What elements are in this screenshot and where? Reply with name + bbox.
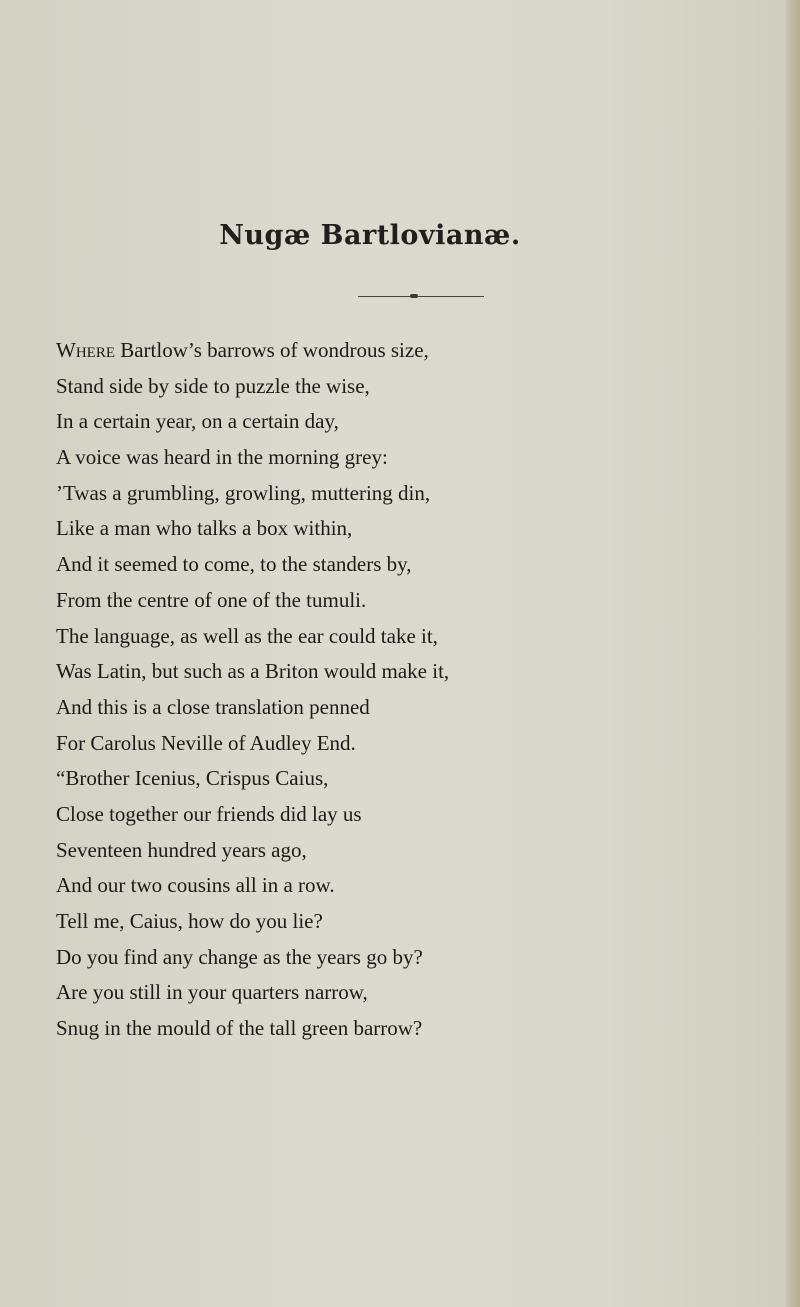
poem-line: In a certain year, on a certain day, bbox=[56, 409, 339, 434]
poem bbox=[56, 333, 756, 1047]
page-title: Nugæ Bartlovianæ. bbox=[219, 220, 521, 251]
title-divider bbox=[358, 296, 484, 297]
first-word: Where bbox=[56, 338, 115, 362]
poem-line: Was Latin, but such as a Briton would make it, bbox=[56, 659, 450, 684]
poem-line: Close together our friends did lay us bbox=[56, 801, 362, 826]
poem-line bbox=[56, 333, 756, 369]
poem-line: And our two cousins all in a row. bbox=[56, 873, 335, 898]
poem-line: Seventeen hundred years ago, bbox=[56, 837, 307, 862]
poem-line: Like a man who talks a box within, bbox=[56, 516, 353, 541]
poem-line: A voice was heard in the morning grey: bbox=[56, 445, 388, 470]
poem-line: Snug in the mould of the tall green barrow? bbox=[56, 1016, 423, 1041]
poem-line: The language, as well as the ear could take it, bbox=[56, 623, 438, 648]
poem-line: Are you still in your quarters narrow, bbox=[56, 980, 368, 1005]
poem-line: For Carolus Neville of Audley End. bbox=[56, 730, 356, 755]
poem-line: Tell me, Caius, how do you lie? bbox=[56, 909, 323, 933]
poem-line: Stand side by side to puzzle the wise, bbox=[56, 373, 370, 398]
page-edge bbox=[786, 0, 800, 1307]
first-line-text: Bartlow’s barrows of wondrous size, bbox=[114, 338, 429, 362]
divider-ornament bbox=[410, 294, 418, 298]
poem-line: ’Twas a grumbling, growling, muttering din, bbox=[56, 480, 431, 505]
poem-line: And it seemed to come, to the standers by, bbox=[56, 552, 412, 577]
poem-line: “Brother Icenius, Crispus Caius, bbox=[56, 766, 329, 791]
poem-line: Do you find any change as the years go by? bbox=[56, 944, 423, 969]
poem-line: And this is a close translation penned bbox=[56, 694, 370, 719]
poem-line: From the centre of one of the tumuli. bbox=[56, 587, 367, 612]
